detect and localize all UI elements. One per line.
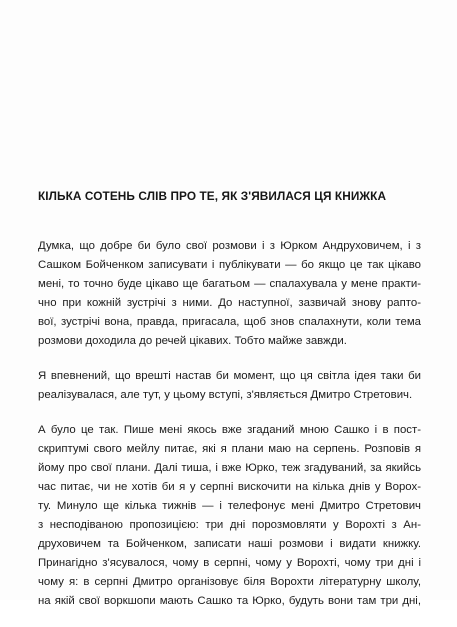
text-line: розмови доходила до речей цікавих. Тобто майже завжди. bbox=[38, 335, 347, 347]
body-text bbox=[38, 237, 421, 627]
text-line: скриптумі свого мейлу питає, які я плани маю на серпень. Розповів я bbox=[38, 443, 421, 455]
text-line: чно при кожній зустрічі з ними. До наступної, зазвичай знову рапто- bbox=[38, 297, 421, 309]
text-line: Я впевнений, що врешті настав би момент, що ця світла ідея таки би bbox=[38, 370, 421, 382]
text-line: чому я: в серпні Дмитро організовує біля Ворохти літературну школу, bbox=[38, 576, 421, 588]
text-line: час питає, чи не хотів би я у серпні вискочити на кілька днів у Ворох- bbox=[38, 481, 421, 493]
text-line: мені, то точно буде цікаво ще багатьом — спалахувала у мене практи- bbox=[38, 278, 421, 290]
text-line: реалізувалася, але тут, у цьому вступі, з'являється Дмитро Стретович. bbox=[38, 389, 413, 401]
text-line: йому про свої плани. Далі тиша, і вже Юрко, теж згадуваний, за якийсь bbox=[38, 462, 421, 474]
text-line: на якій свої воркшопи мають Сашко та Юрко, будуть вони там три дні, bbox=[38, 595, 421, 607]
text-line: Принагідно з'ясувалося, чому в серпні, чому у Ворохті, чому три дні і bbox=[38, 557, 421, 569]
chapter-heading: КІЛЬКА СОТЕНЬ СЛІВ ПРО ТЕ, ЯК З'ЯВИЛАСЯ ЦЯ КНИЖКА bbox=[38, 189, 387, 203]
paragraph bbox=[38, 367, 421, 405]
text-line: А було це так. Пише мені якось вже згаданий мною Сашко і в пост- bbox=[38, 424, 421, 436]
text-line: ту. Минуло ще кілька тижнів — і телефонує мені Дмитро Стретович bbox=[38, 500, 421, 512]
text-line: вої, зустрічі вона, правда, пригасала, щоб знов спалахнути, коли тема bbox=[38, 316, 421, 328]
text-line: друховичем та Бойченком, записати наші розмови і видати книжку. bbox=[38, 538, 421, 550]
paragraph bbox=[38, 237, 421, 351]
text-line: Думка, що добре би було свої розмови і з Юрком Андруховичем, і з bbox=[38, 240, 421, 252]
text-line: Сашком Бойченком записувати і публікувати — бо якщо це так цікаво bbox=[38, 259, 421, 271]
text-line: з несподіваною пропозицією: три дні порозмовляти у Ворохті з Ан- bbox=[38, 519, 421, 531]
paragraph bbox=[38, 421, 421, 611]
